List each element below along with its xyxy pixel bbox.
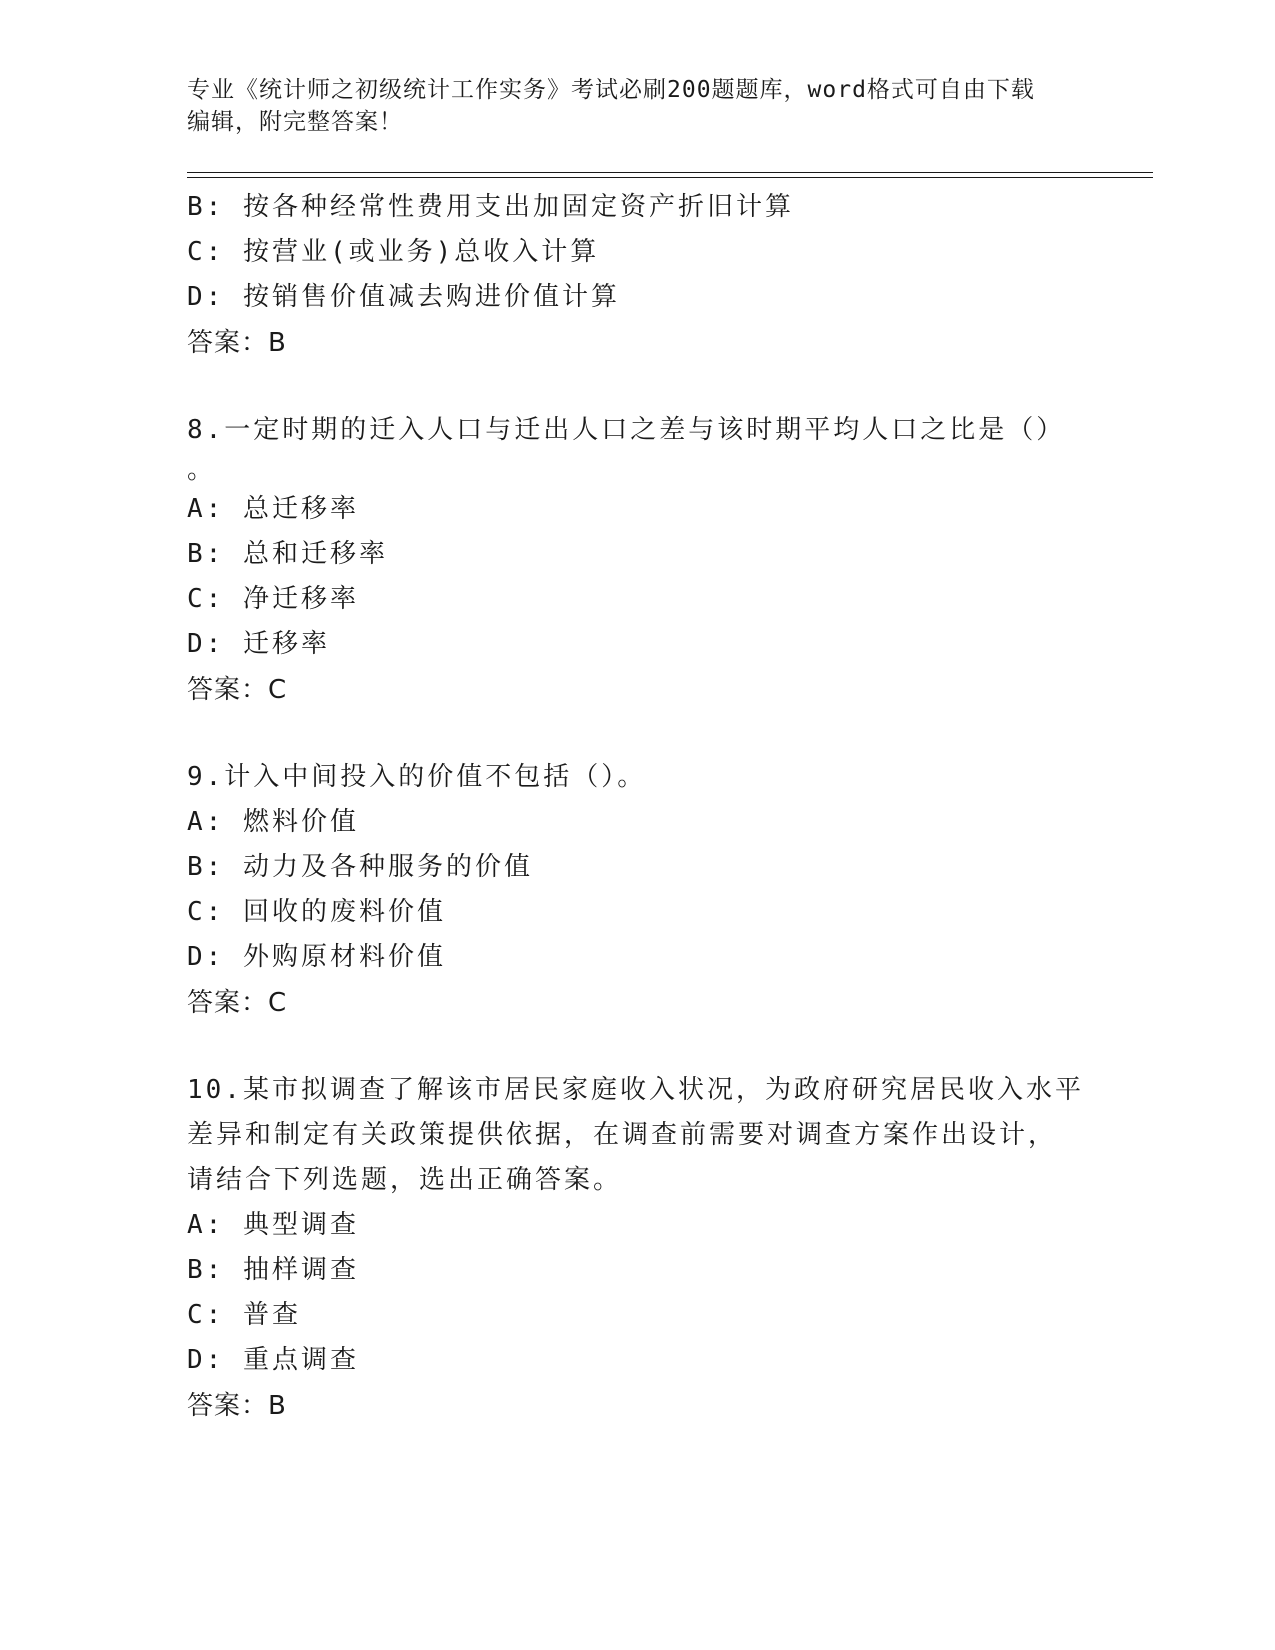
question-stem: 8.一定时期的迁入人口与迁出人口之差与该时期平均人口之比是（）	[187, 415, 1066, 445]
question-stem-continued: 。	[187, 455, 217, 485]
option-a: A: 总迁移率	[187, 494, 359, 524]
answer-line: 答案：C	[187, 675, 288, 705]
question-10	[187, 1068, 1087, 1429]
option-a: A: 燃料价值	[187, 807, 359, 837]
option-c: C: 按营业(或业务)总收入计算	[187, 237, 600, 267]
option-b: B: 按各种经常性费用支出加固定资产折旧计算	[187, 192, 794, 222]
option-b: B: 动力及各种服务的价值	[187, 852, 533, 882]
answer-line: 答案：C	[187, 988, 288, 1018]
question-8	[187, 408, 1087, 713]
question-9	[187, 755, 1087, 1026]
option-d: D: 外购原材料价值	[187, 942, 446, 972]
header-line-1: 专业《统计师之初级统计工作实务》考试必刷200题题库，word格式可自由下载	[187, 77, 1035, 103]
option-b: B: 抽样调查	[187, 1255, 359, 1285]
question-stem: 9.计入中间投入的价值不包括（）。	[187, 762, 647, 792]
document-header	[187, 74, 1067, 138]
header-divider-top	[187, 172, 1153, 173]
question-stem-continued: 差异和制定有关政策提供依据，在调查前需要对调查方案作出设计，	[187, 1120, 1058, 1150]
question-stem: 10.某市拟调查了解该市居民家庭收入状况，为政府研究居民收入水平	[187, 1075, 1084, 1105]
option-a: A: 典型调查	[187, 1210, 359, 1240]
question-7-continued	[187, 185, 1087, 366]
option-d: D: 重点调查	[187, 1345, 359, 1375]
question-stem-continued: 请结合下列选题，选出正确答案。	[187, 1165, 623, 1195]
option-d: D: 迁移率	[187, 629, 330, 659]
answer-line: 答案：B	[187, 1391, 287, 1421]
answer-line: 答案：B	[187, 328, 287, 358]
question-list	[187, 185, 1087, 1429]
option-c: C: 普查	[187, 1300, 301, 1330]
option-b: B: 总和迁移率	[187, 539, 388, 569]
header-line-2: 编辑，附完整答案！	[187, 109, 403, 135]
option-c: C: 回收的废料价值	[187, 897, 446, 927]
option-c: C: 净迁移率	[187, 584, 359, 614]
option-d: D: 按销售价值减去购进价值计算	[187, 282, 620, 312]
header-divider-bottom	[187, 177, 1153, 178]
